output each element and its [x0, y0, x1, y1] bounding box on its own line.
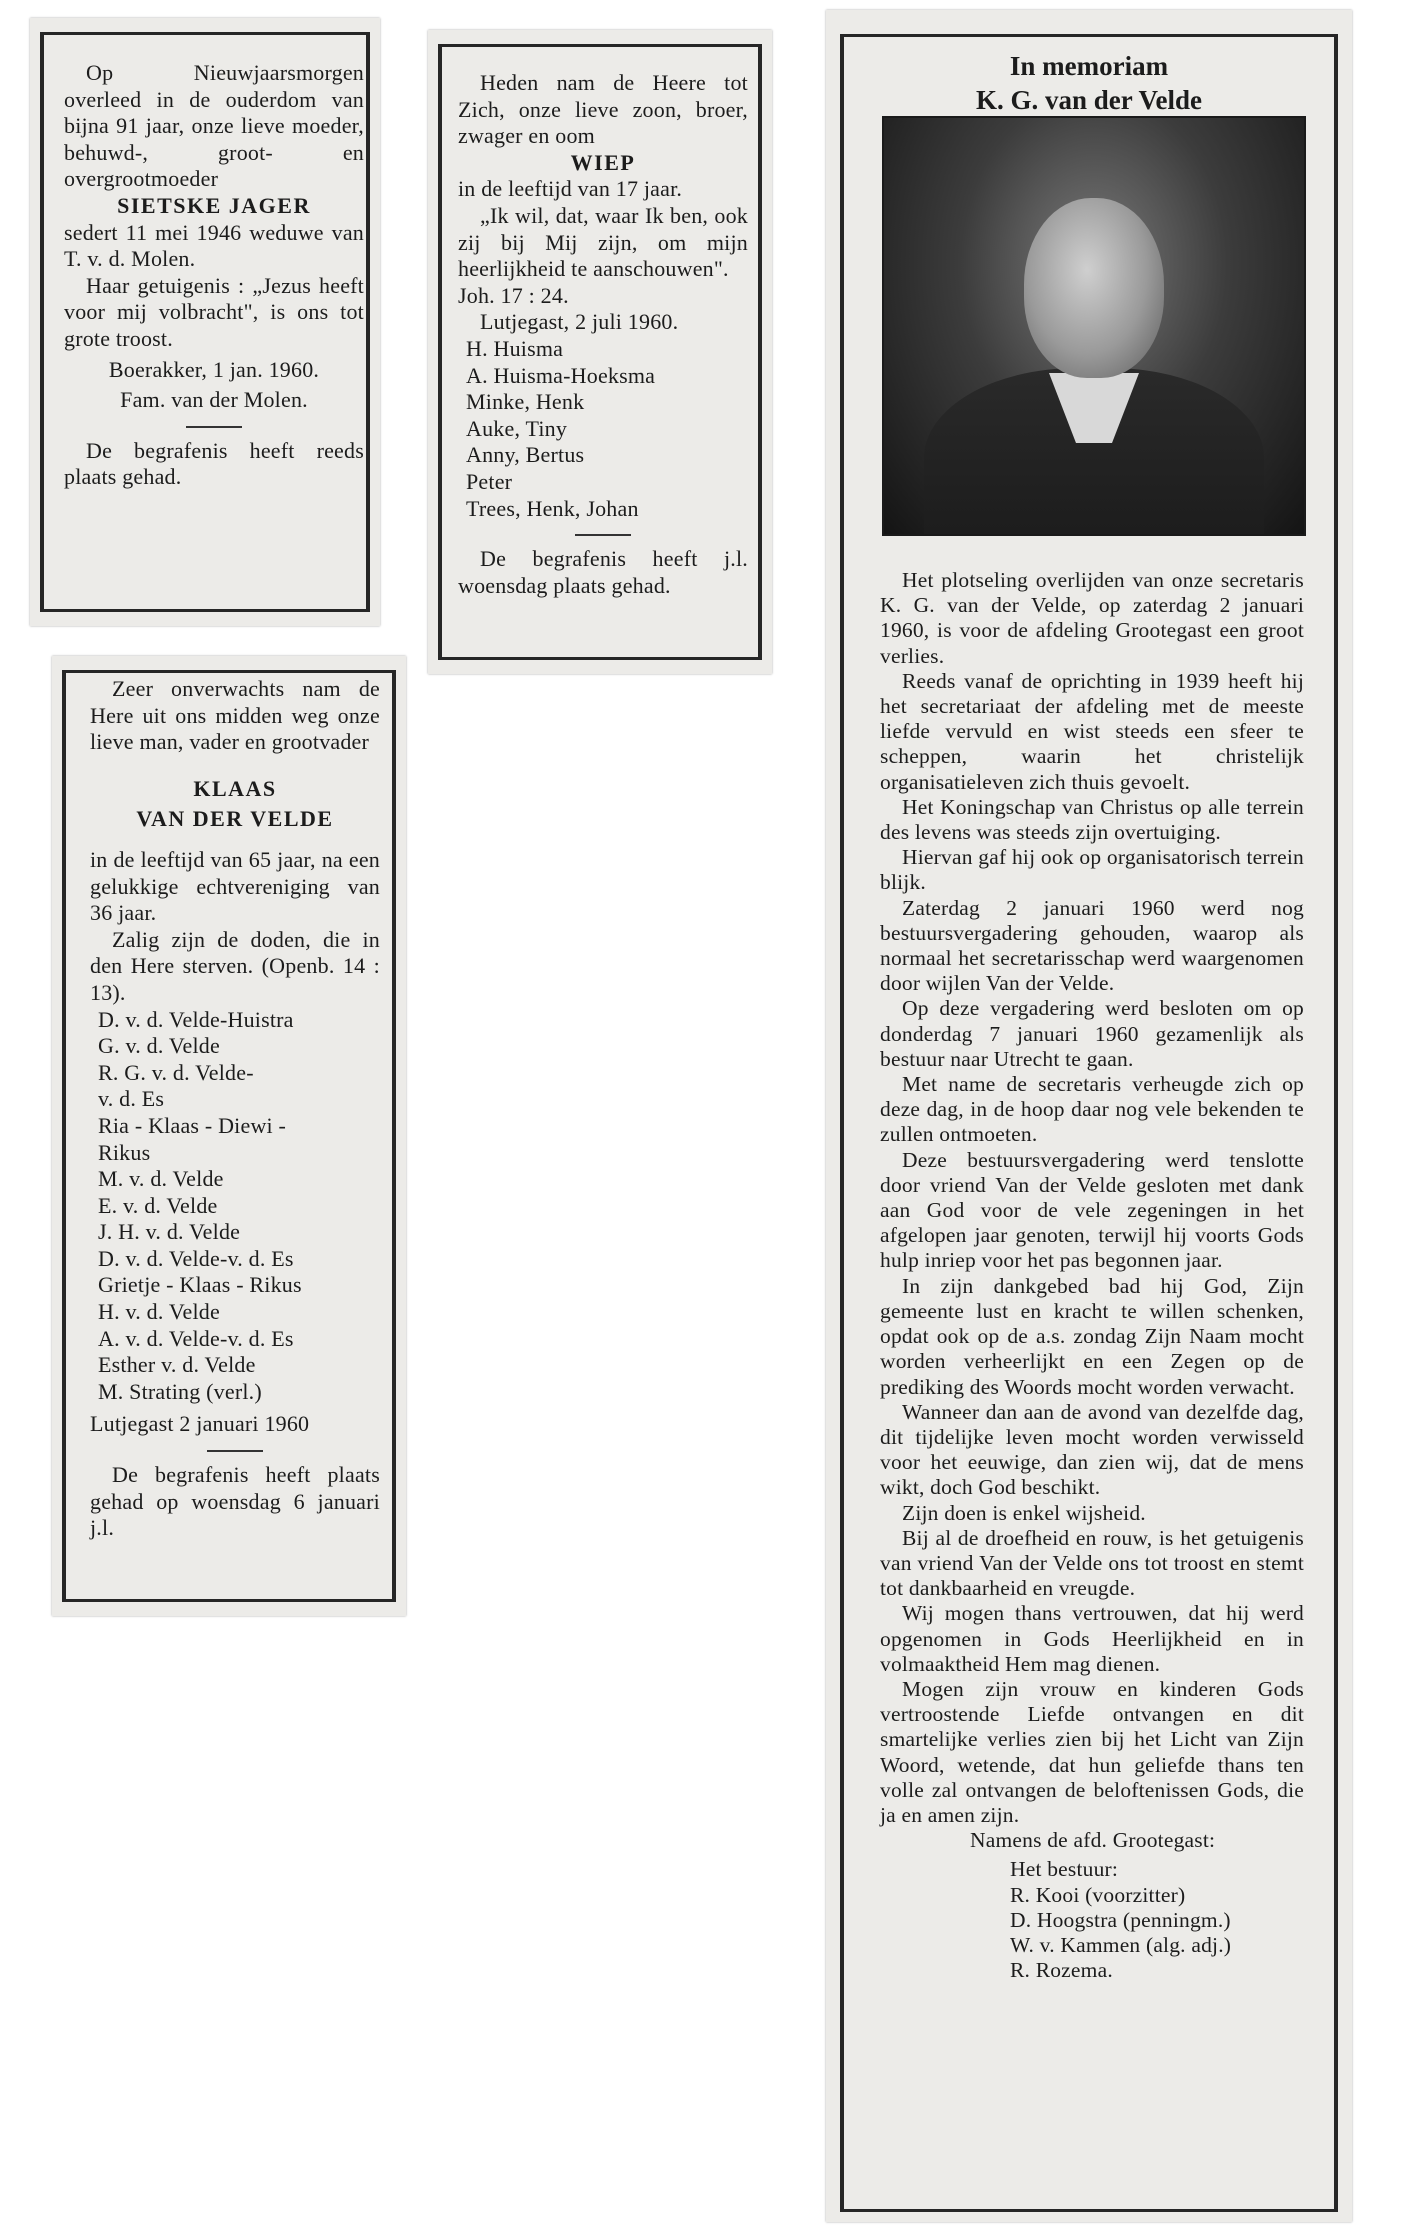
- article-paragraph: Bij al de droefheid en rouw, is het getuigenis van vriend Van der Velde ons tot troost en stemt tot dankbaarheid en vreugde.: [880, 1525, 1304, 1601]
- mourner-name: v. d. Es: [98, 1086, 165, 1112]
- article-title-line2: K. G. van der Velde: [975, 85, 1203, 115]
- deceased-name: WIEP: [570, 149, 636, 175]
- mourner-name: E. v. d. Velde: [98, 1192, 218, 1218]
- article-paragraph: Het plotseling overlijden van onze secretaris K. G. van der Velde, op zaterdag 2 januari 1960, is voor de afdeling Grootegast een groot verlies.: [880, 568, 1304, 668]
- age-text: in de leeftijd van 65 jaar, na een gelukkige echtvereniging van 36 jaar.: [90, 846, 380, 926]
- board-label: Het bestuur:: [1010, 1857, 1119, 1882]
- mourner-name: Esther v. d. Velde: [98, 1352, 256, 1378]
- notice-intro: Op Nieuwjaarsmorgen overleed in de ouderdom van bijna 91 jaar, onze lieve moeder, behuwd-, groot- en overgrootmoeder: [64, 60, 364, 192]
- article-paragraph: Het Koningschap van Christus op alle terrein des levens was steeds zijn overtuiging.: [880, 794, 1304, 845]
- mourner-name: Anny, Bertus: [466, 442, 585, 468]
- funeral-text: De begrafenis heeft reeds plaats gehad.: [64, 437, 364, 490]
- board-member: R. Rozema.: [1010, 1958, 1113, 1983]
- notice-intro: Heden nam de Heere tot Zich, onze lieve zoon, broer, zwager en oom: [458, 70, 748, 149]
- bible-quote: „Ik wil, dat, waar Ik ben, ook zij bij Mij zijn, om mijn heerlijkheid te aanschouwen".: [458, 202, 748, 282]
- article-paragraph: Met name de secretaris verheugde zich op deze dag, in de hoop daar nog vele bekenden te zullen ontmoeten.: [880, 1072, 1304, 1147]
- mourner-name: Auke, Tiny: [466, 415, 568, 441]
- article-paragraph: Op deze vergadering werd besloten om op donderdag 7 januari 1960 gezamenlijk als bestuur naar Utrecht te gaan.: [880, 996, 1304, 1071]
- funeral-text: De begrafenis heeft plaats gehad op woensdag 6 januari j.l.: [90, 1462, 380, 1541]
- notice-klaas-van-der-velde: [52, 656, 406, 1616]
- mourner-name: D. v. d. Velde-Huistra: [98, 1006, 294, 1032]
- article-paragraph: Deze bestuursvergadering werd tenslotte door vriend Van der Velde gesloten met dank aan God voor de vele zegeningen in het afgelopen jaar genoten, terwijl hij voorts Gods hulp inriep voor het pas begonnen jaar.: [880, 1147, 1304, 1273]
- article-paragraph: Wij mogen thans vertrouwen, dat hij werd opgenomen in Gods Heerlijkheid en in volmaaktheid Hem mag dienen.: [880, 1601, 1304, 1676]
- board-member: W. v. Kammen (alg. adj.): [1010, 1932, 1232, 1957]
- article-title-line1: In memoriam: [1009, 51, 1169, 81]
- mourner-name: R. G. v. d. Velde-: [98, 1059, 254, 1085]
- bible-verse: Joh. 17 : 24.: [458, 282, 569, 308]
- board-member: D. Hoogstra (penningm.): [1010, 1907, 1231, 1932]
- board-member: R. Kooi (voorzitter): [1010, 1882, 1186, 1907]
- divider: [207, 1450, 263, 1452]
- mourner-name: A. v. d. Velde-v. d. Es: [98, 1325, 294, 1351]
- divider: [186, 426, 242, 428]
- notice-wiep: [428, 30, 772, 674]
- article-paragraph: In zijn dankgebed bad hij God, Zijn gemeente lust en kracht te willen schenken, opdat ook op de a.s. zondag Zijn Naam mocht worden verheerlijkt en een Zegen op de prediking des Woords mocht worden verwacht.: [880, 1273, 1304, 1399]
- article-paragraph: Zaterdag 2 januari 1960 werd nog bestuursvergadering gehouden, waarop als normaal het secretarisschap werd waargenomen door wijlen Van der Velde.: [880, 895, 1304, 996]
- deceased-name-line1: KLAAS: [193, 775, 277, 801]
- mourner-name: J. H. v. d. Velde: [98, 1219, 241, 1245]
- testimony-text: Haar getuigenis : „Jezus heeft voor mij volbracht", is ons tot grote troost.: [64, 272, 364, 351]
- article-paragraph: Mogen zijn vrouw en kinderen Gods vertroostende Liefde ontvangen en dit smartelijke verlies zien bij het Licht van Zijn Woord, wetende, dat hun geliefde thans ten volle zal ontvangen de beloftenissen Gods, die ja en amen zijn.: [880, 1676, 1304, 1827]
- mourner-name: Ria - Klaas - Diewi -: [98, 1112, 287, 1138]
- article-paragraph: Hiervan gaf hij ook op organisatorisch terrein blijk.: [880, 845, 1304, 895]
- place-date: Boerakker, 1 jan. 1960.: [108, 356, 320, 382]
- notice-sietske-jager: [30, 18, 380, 626]
- mourner-name: Peter: [466, 468, 513, 494]
- divider: [575, 534, 631, 536]
- mourner-name: M. Strating (verl.): [98, 1378, 262, 1404]
- mourner-name: Rikus: [98, 1139, 151, 1165]
- place-date: Lutjegast, 2 juli 1960.: [480, 309, 679, 335]
- article-paragraph: Wanneer dan aan de avond van dezelfde dag, dit tijdelijke leven mocht worden verwisseld voor het eeuwige, dan zien wij, dat de mens wikt, doch God beschikt.: [880, 1399, 1304, 1500]
- mourner-name: D. v. d. Velde-v. d. Es: [98, 1245, 294, 1271]
- deceased-name: SIETSKE JAGER: [117, 192, 311, 218]
- in-memoriam-article: [826, 10, 1352, 2222]
- portrait-photo: [882, 116, 1306, 536]
- mourner-name: H. v. d. Velde: [98, 1299, 220, 1325]
- portrait-head: [1024, 198, 1164, 378]
- mourner-name: M. v. d. Velde: [98, 1166, 224, 1192]
- mourner-name: G. v. d. Velde: [98, 1033, 220, 1059]
- mourner-name: Minke, Henk: [466, 389, 585, 415]
- mourner-name: A. Huisma-Hoeksma: [466, 362, 656, 388]
- funeral-text: De begrafenis heeft j.l. woensdag plaats gehad.: [458, 546, 748, 598]
- place-date: Lutjegast 2 januari 1960: [90, 1411, 310, 1437]
- notice-intro: Zeer onverwachts nam de Here uit ons midden weg onze lieve man, vader en grootvader: [90, 676, 380, 755]
- family-signature: Fam. van der Molen.: [120, 387, 308, 413]
- mourner-name: Grietje - Klaas - Rikus: [98, 1272, 302, 1298]
- bible-verse: Zalig zijn de doden, die in den Here sterven. (Openb. 14 : 13).: [90, 926, 380, 1005]
- mourner-name: Trees, Henk, Johan: [466, 495, 639, 521]
- widow-text: sedert 11 mei 1946 weduwe van T. v. d. Molen.: [64, 219, 364, 272]
- deceased-name-line2: VAN DER VELDE: [136, 806, 334, 832]
- mourner-name: H. Huisma: [466, 335, 564, 361]
- article-signoff: Namens de afd. Grootegast:: [970, 1828, 1216, 1853]
- article-paragraph: Zijn doen is enkel wijsheid.: [902, 1500, 1146, 1525]
- age-text: in de leeftijd van 17 jaar.: [458, 176, 683, 202]
- article-paragraph: Reeds vanaf de oprichting in 1939 heeft hij het secretariaat der afdeling met de meeste liefde vervuld en wist steeds een sfeer te scheppen, waarin het christelijk organisatieleven zich thuis gevoelt.: [880, 668, 1304, 794]
